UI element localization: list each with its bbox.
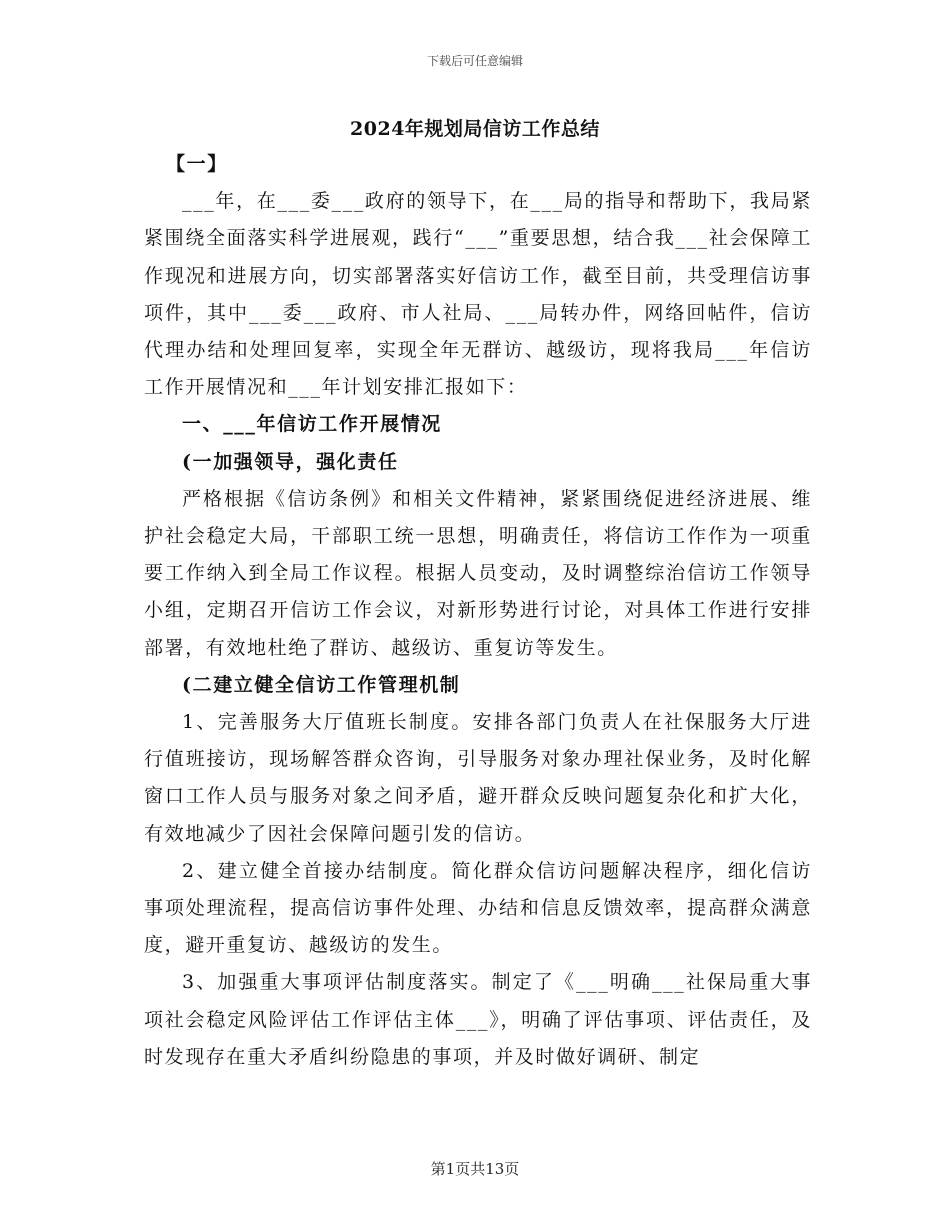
paragraph-item-3: 3、加强重大事项评估制度落实。制定了《___明确___社保局重大事项社会稳定风险评估工作评估主体___》，明确了评估事项、评估责任，及时发现存在重大矛盾纠纷隐患的事项，并及时做好调研、制定 [144,971,812,1068]
heading-subsection-2: (二建立健全信访工作管理机制 [182,673,461,696]
document-title: 2024年规划局信访工作总结 [350,118,600,140]
section-marker: 【一】 [166,153,228,175]
paragraph-leadership: 严格根据《信访条例》和相关文件精神，紧紧围绕促进经济进展、维护社会稳定大局，干部职工统一思想，明确责任，将信访工作作为一项重要工作纳入到全局工作议程。根据人员变动，及时调整综治信访工作领导小组，定期召开信访工作会议，对新形势进行讨论，对具体工作进行安排部署，有效地杜绝了群访、越级访、重复访等发生。 [144,487,812,659]
paragraph-intro: ___年，在___委___政府的领导下，在___局的指导和帮助下，我局紧紧围绕全面落实科学进展观，践行“___”重要思想，结合我___社会保障工作现况和进展方向，切实部署落实好信访工作，截至目前，共受理信访事项件，其中___委___政府、市人社局、___局转办件，网络回帖件，信访代理办结和处理回复率，实现全年无群访、越级访，现将我局___年信访工作开展情况和___年计划安排汇报如下： [144,190,812,399]
heading-subsection-1: (一加强领导，强化责任 [182,450,399,473]
page-header-note: 下载后可任意编辑 [426,54,523,68]
paragraph-item-1: 1、完善服务大厅值班长制度。安排各部门负责人在社保服务大厅进行值班接访，现场解答群众咨询，引导服务对象办理社保业务，及时化解窗口工作人员与服务对象之间矛盾，避开群众反映问题复杂化和扩大化，有效地减少了因社会保障问题引发的信访。 [144,711,812,845]
heading-section-1: 一、___年信访工作开展情况 [182,413,442,436]
page-number: 第1页共13页 [430,1160,520,1178]
document-body [144,146,812,1076]
paragraph-item-2: 2、建立健全首接办结制度。简化群众信访问题解决程序，细化信访事项处理流程，提高信访事件处理、办结和信息反馈效率，提高群众满意度，避开重复访、越级访的发生。 [144,859,812,957]
